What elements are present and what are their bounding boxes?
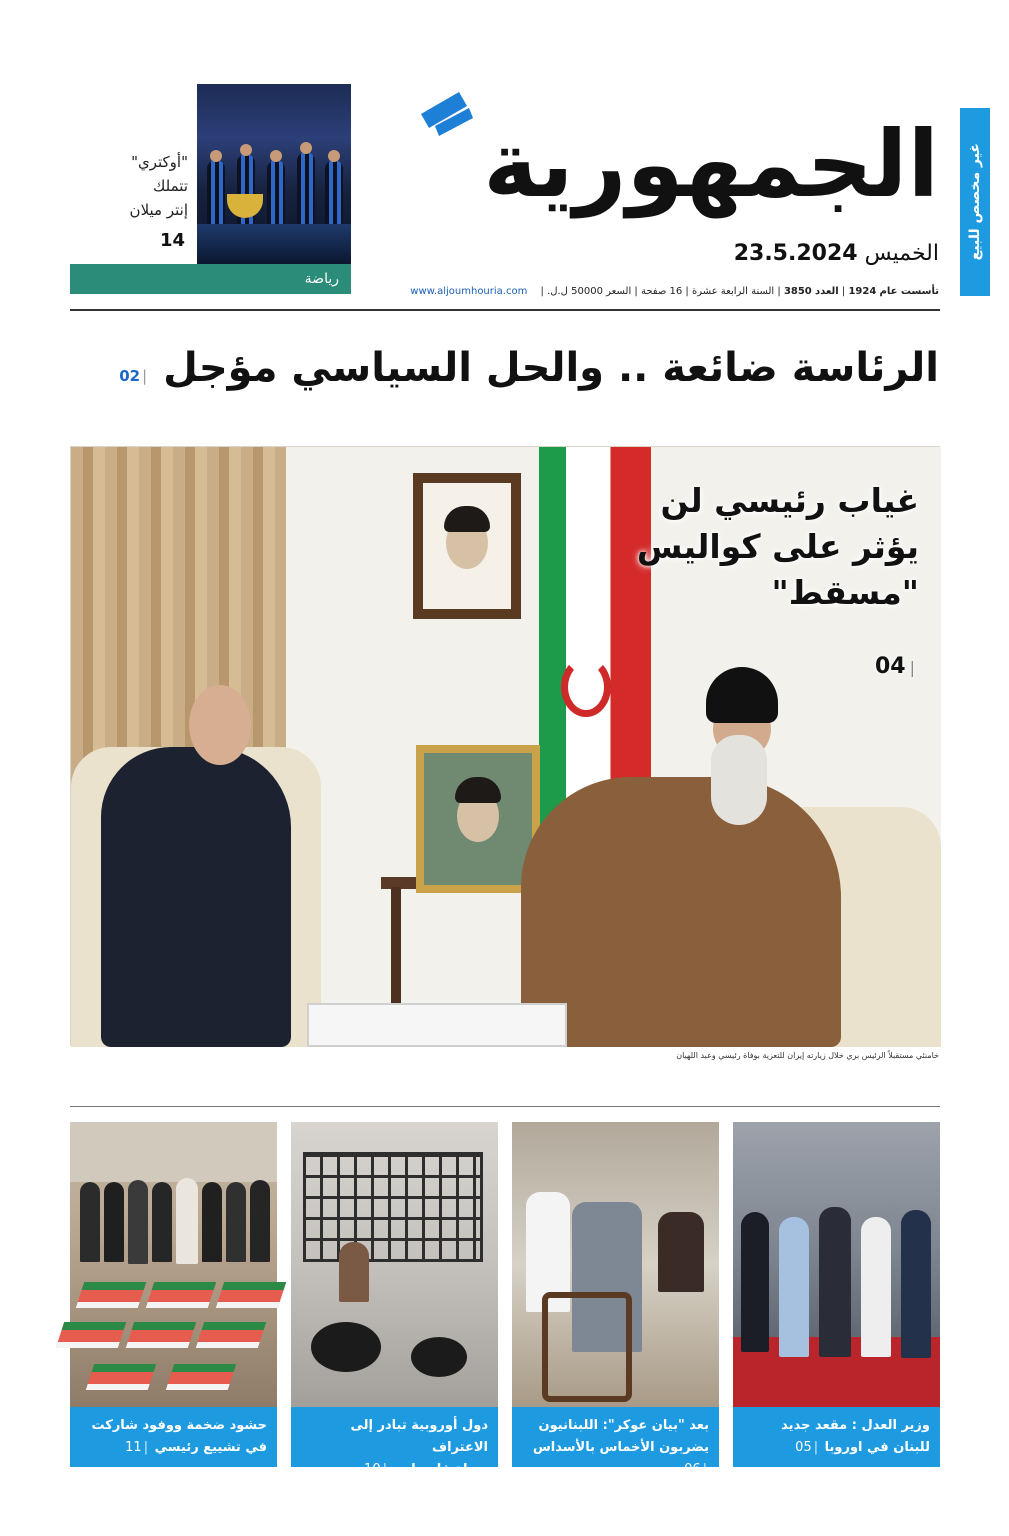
sport-teaser-text[interactable]	[80, 150, 188, 222]
sport-teaser-line2: تتملك	[153, 177, 188, 195]
story-card-awkar-caption: بعد "بيان عوكر": اللبنانيون يضربون الأخماس بالأسداس |06	[512, 1407, 719, 1467]
issue-date-value: 23.5.2024	[733, 241, 858, 266]
not-for-sale-label: غير مخصص للبيع	[967, 143, 983, 261]
not-for-sale-tag	[960, 108, 990, 296]
photo-page-ref: |04	[874, 654, 915, 679]
founded-year: 1924	[848, 286, 877, 297]
story-card-funeral-photo	[70, 1122, 277, 1407]
story-card-awkar-line1: بعد "بيان عوكر": اللبنانيون	[538, 1418, 709, 1433]
story-card-awkar-page: 06	[684, 1462, 701, 1477]
story-card-awkar[interactable]	[512, 1122, 719, 1477]
story-card-awkar-photo	[512, 1122, 719, 1407]
sport-section-bar[interactable]	[70, 264, 351, 294]
issue-meta: تأسست عام 1924 | العدد 3850 | السنة الرابعة عشرة | 16 صفحة | السعر 50000 ل.ل. | www.aljoumhouria.com	[410, 286, 939, 297]
sport-teaser-line1: "أوكتري"	[131, 153, 188, 171]
story-card-palestine-photo	[291, 1122, 498, 1407]
photo-page-number: 04	[874, 654, 906, 679]
issue-day: الخميس	[864, 241, 939, 266]
newspaper-logo[interactable]: الجمهورية	[483, 111, 939, 218]
issue-number: 3850	[783, 286, 812, 297]
main-headline[interactable]	[119, 340, 939, 404]
main-headline-text: الرئاسة ضائعة .. والحل السياسي مؤجل	[163, 345, 939, 391]
issue-label: العدد	[814, 286, 839, 297]
story-card-justice-photo	[733, 1122, 940, 1407]
founded-label: تأسست عام	[879, 286, 939, 297]
sport-section-label: رياضة	[304, 271, 339, 287]
sport-page-number: 14	[159, 230, 185, 251]
story-card-palestine-line2: بدولة فلسطين	[393, 1462, 488, 1477]
story-card-justice[interactable]	[733, 1122, 940, 1467]
issue-date	[734, 240, 939, 268]
story-card-palestine-line1: دول أوروبية تبادر إلى الاعتراف	[350, 1418, 488, 1455]
main-headline-page-ref: |02	[119, 367, 148, 385]
masthead-divider	[70, 309, 940, 311]
photo-headline-line3: "مسقط"	[771, 573, 919, 612]
website-link[interactable]: www.aljoumhouria.com	[410, 286, 528, 297]
photo-caption: خامنئي مستقبلاً الرئيس بري خلال زيارته إيران للتعزية بوفاة رئيسي وعبد اللهيان	[676, 1051, 939, 1060]
story-card-palestine[interactable]	[291, 1122, 498, 1477]
story-card-funeral-caption: حشود ضخمة ووفود شاركت في تشييع رئيسي |11	[70, 1407, 277, 1467]
sport-photo[interactable]	[197, 84, 351, 264]
section-divider	[70, 1106, 940, 1107]
main-headline-page: 02	[119, 367, 141, 385]
story-card-justice-line1: وزير العدل : مقعد جديد	[781, 1418, 930, 1433]
story-card-justice-line2: للبنان في اوروبا	[824, 1440, 930, 1455]
story-card-awkar-line2: يضربون الأخماس بالأسداس	[532, 1440, 709, 1455]
pages-text: 16 صفحة	[640, 286, 683, 297]
story-card-funeral[interactable]	[70, 1122, 277, 1467]
sport-teaser-line3: إنتر ميلان	[129, 201, 188, 219]
story-card-funeral-line2: في تشييع رئيسي	[154, 1440, 267, 1455]
story-card-funeral-page: 11	[125, 1440, 142, 1455]
story-card-palestine-caption: دول أوروبية تبادر إلى الاعتراف بدولة فلسطين |10	[291, 1407, 498, 1467]
year-text: السنة الرابعة عشرة	[691, 286, 775, 297]
photo-headline[interactable]	[619, 478, 919, 616]
photo-headline-line2: يؤثر على كواليس	[636, 527, 919, 566]
photo-headline-line1: غياب رئيسي لن	[660, 481, 919, 520]
story-card-justice-page: 05	[795, 1440, 812, 1455]
story-card-palestine-page: 10	[364, 1462, 381, 1477]
price-text: السعر 50000 ل.ل.	[547, 286, 632, 297]
story-card-justice-caption: وزير العدل : مقعد جديد للبنان في اوروبا |05	[733, 1407, 940, 1467]
story-card-funeral-line1: حشود ضخمة ووفود شاركت	[91, 1418, 267, 1433]
